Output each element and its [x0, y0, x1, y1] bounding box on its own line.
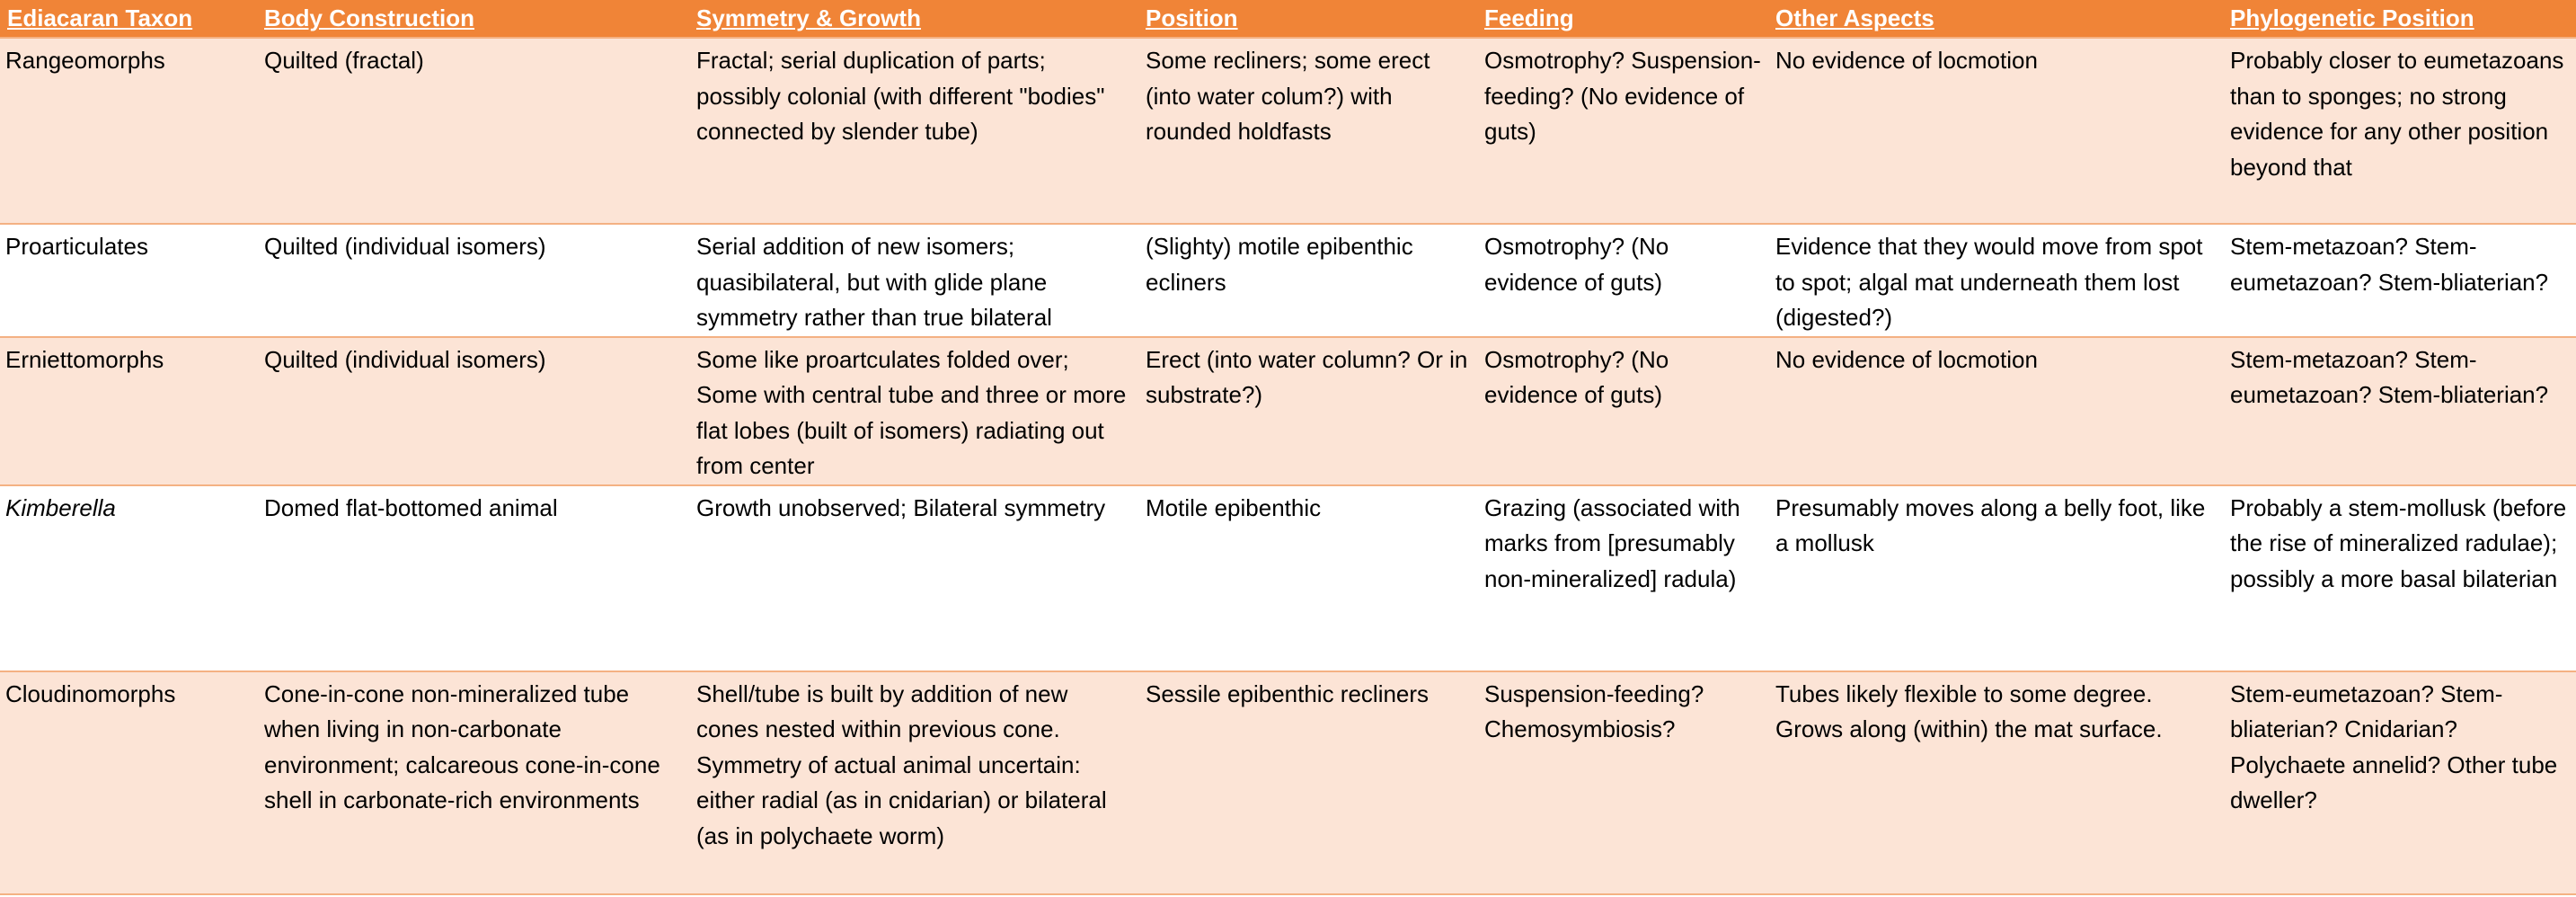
header-feeding: Feeding — [1477, 0, 1768, 38]
cell-other-aspects: Tubes likely flexible to some degree. Grows along (within) the mat surface. — [1768, 671, 2223, 894]
cell-feeding: Suspension-feeding? Chemosymbiosis? — [1477, 671, 1768, 894]
cell-feeding: Osmotrophy? Suspension-feeding? (No evidence of guts) — [1477, 38, 1768, 224]
cell-phylogenetic-position: Stem-eumetazoan? Stem-bliaterian? Cnidarian? Polychaete annelid? Other tube dweller? — [2223, 671, 2576, 894]
cell-symmetry-growth: Some like proartculates folded over; Some with central tube and three or more flat lobes (built of isomers) radiating out from center — [689, 337, 1138, 485]
cell-taxon: Rangeomorphs — [0, 38, 257, 224]
cell-taxon: Kimberella — [0, 485, 257, 671]
header-other-aspects: Other Aspects — [1768, 0, 2223, 38]
cell-phylogenetic-position: Stem-metazoan? Stem-eumetazoan? Stem-bliaterian? — [2223, 224, 2576, 337]
cell-feeding: Osmotrophy? (No evidence of guts) — [1477, 224, 1768, 337]
cell-other-aspects: Evidence that they would move from spot to spot; algal mat underneath them lost (digested?) — [1768, 224, 2223, 337]
table-row — [0, 671, 2576, 894]
cell-body-construction: Quilted (fractal) — [257, 38, 689, 224]
cell-phylogenetic-position: Stem-metazoan? Stem-eumetazoan? Stem-bliaterian? — [2223, 337, 2576, 485]
cell-body-construction: Quilted (individual isomers) — [257, 337, 689, 485]
cell-other-aspects: No evidence of locmotion — [1768, 337, 2223, 485]
cell-body-construction: Quilted (individual isomers) — [257, 224, 689, 337]
header-symmetry-growth: Symmetry & Growth — [689, 0, 1138, 38]
cell-position: Sessile epibenthic recliners — [1138, 671, 1477, 894]
cell-taxon: Cloudinomorphs — [0, 671, 257, 894]
cell-taxon: Erniettomorphs — [0, 337, 257, 485]
cell-position: Erect (into water column? Or in substrate?) — [1138, 337, 1477, 485]
header-taxon: Ediacaran Taxon — [0, 0, 257, 38]
cell-other-aspects: Presumably moves along a belly foot, like a mollusk — [1768, 485, 2223, 671]
cell-position: Some recliners; some erect (into water colum?) with rounded holdfasts — [1138, 38, 1477, 224]
cell-taxon: Proarticulates — [0, 224, 257, 337]
header-row — [0, 0, 2576, 38]
table-row — [0, 337, 2576, 485]
cell-phylogenetic-position: Probably a stem-mollusk (before the rise of mineralized radulae); possibly a more basal bilaterian — [2223, 485, 2576, 671]
cell-body-construction: Cone-in-cone non-mineralized tube when living in non-carbonate environment; calcareous cone-in-cone shell in carbonate-rich environments — [257, 671, 689, 894]
header-position: Position — [1138, 0, 1477, 38]
cell-symmetry-growth: Fractal; serial duplication of parts; possibly colonial (with different "bodies" connected by slender tube) — [689, 38, 1138, 224]
cell-feeding: Osmotrophy? (No evidence of guts) — [1477, 337, 1768, 485]
cell-body-construction: Domed flat-bottomed animal — [257, 485, 689, 671]
cell-other-aspects: No evidence of locmotion — [1768, 38, 2223, 224]
header-body-construction: Body Construction — [257, 0, 689, 38]
cell-position: (Slighty) motile epibenthic ecliners — [1138, 224, 1477, 337]
header-phylogenetic-position: Phylogenetic Position — [2223, 0, 2576, 38]
cell-position: Motile epibenthic — [1138, 485, 1477, 671]
cell-symmetry-growth: Serial addition of new isomers; quasibilateral, but with glide plane symmetry rather than true bilateral — [689, 224, 1138, 337]
table-row — [0, 224, 2576, 337]
cell-feeding: Grazing (associated with marks from [presumably non-mineralized] radula) — [1477, 485, 1768, 671]
table-row — [0, 485, 2576, 671]
cell-symmetry-growth: Shell/tube is built by addition of new cones nested within previous cone. Symmetry of actual animal uncertain: either radial (as in cnidarian) or bilateral (as in polychaete worm) — [689, 671, 1138, 894]
cell-symmetry-growth: Growth unobserved; Bilateral symmetry — [689, 485, 1138, 671]
table-row — [0, 38, 2576, 224]
cell-phylogenetic-position: Probably closer to eumetazoans than to sponges; no strong evidence for any other position beyond that — [2223, 38, 2576, 224]
